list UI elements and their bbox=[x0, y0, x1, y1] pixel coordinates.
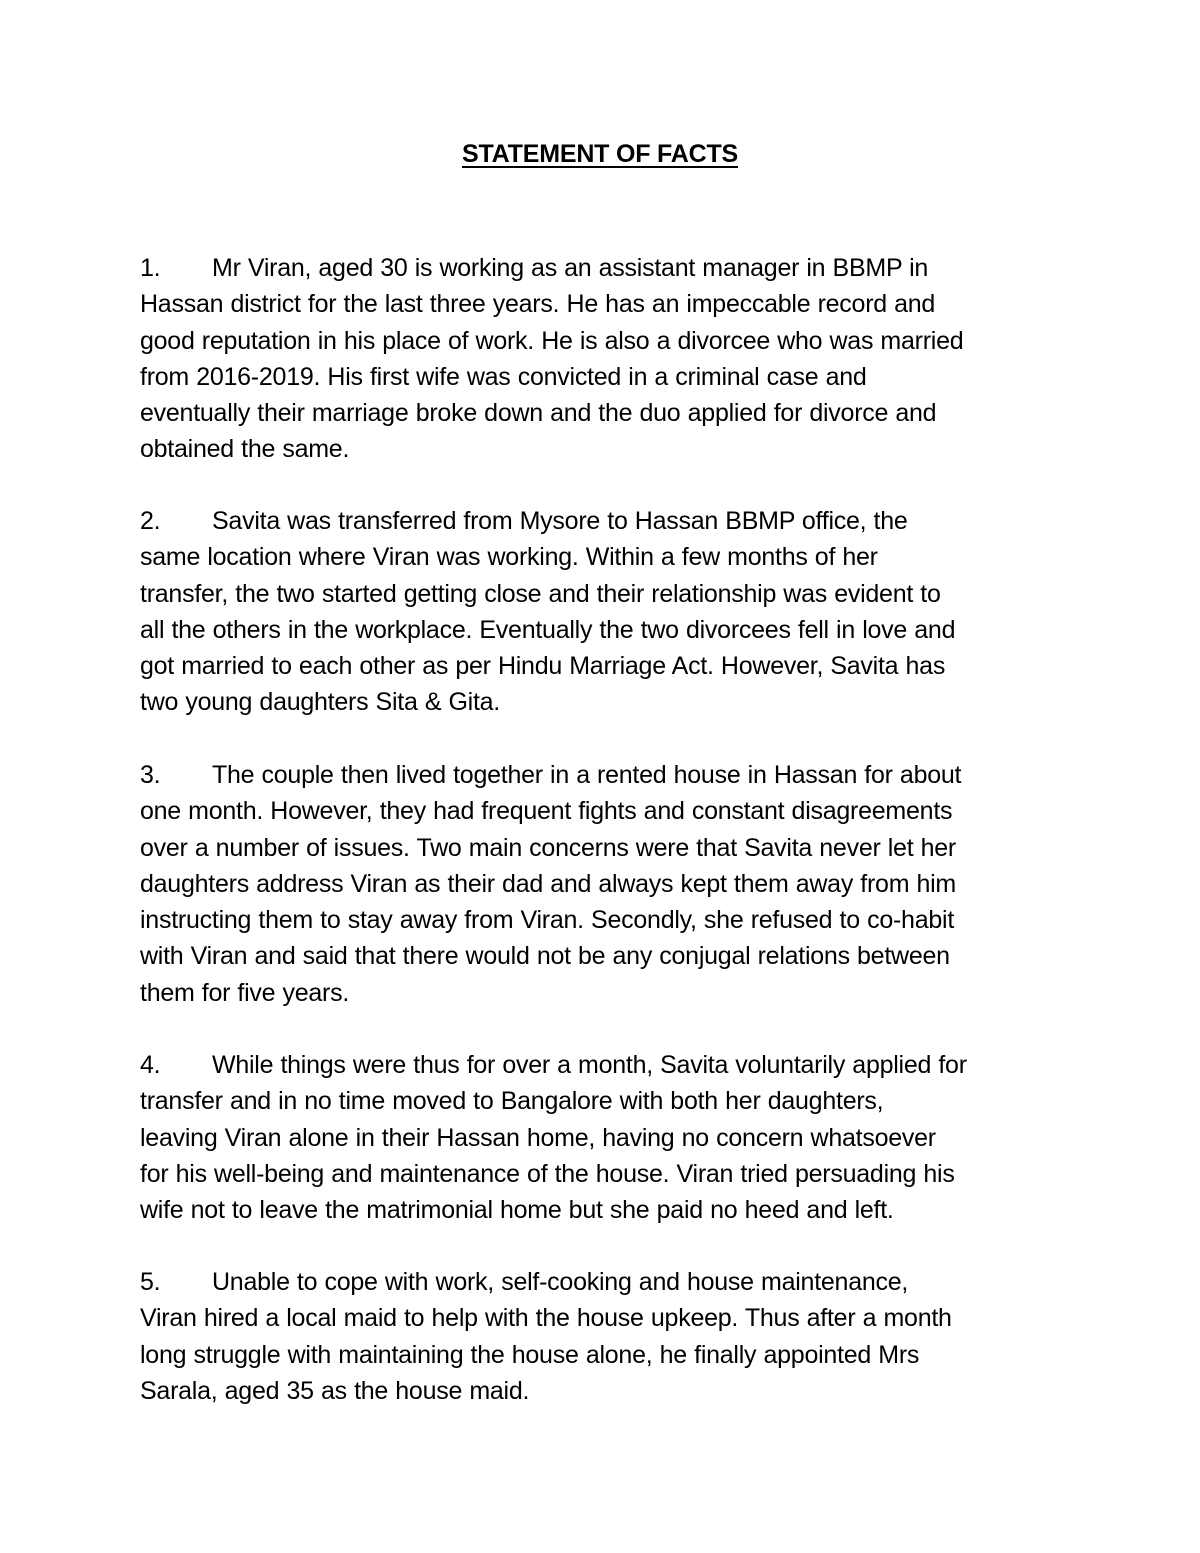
paragraph-line: transfer, the two started getting close and their relationship was evident to bbox=[140, 579, 941, 608]
paragraph-line: wife not to leave the matrimonial home but she paid no heed and left. bbox=[140, 1196, 894, 1225]
paragraph-line: good reputation in his place of work. He is also a divorcee who was married bbox=[140, 326, 964, 355]
paragraph-2 bbox=[140, 503, 1070, 721]
paragraph-3 bbox=[140, 757, 1070, 1011]
paragraph-line: same location where Viran was working. Within a few months of her bbox=[140, 543, 878, 572]
paragraph-line: Sarala, aged 35 as the house maid. bbox=[140, 1376, 530, 1405]
paragraph-line: obtained the same. bbox=[140, 435, 350, 464]
paragraph-line: 5. Unable to cope with work, self-cooking and house maintenance, bbox=[140, 1264, 1070, 1300]
paragraph-line: got married to each other as per Hindu Marriage Act. However, Savita has bbox=[140, 652, 946, 681]
paragraph-line: long struggle with maintaining the house alone, he finally appointed Mrs bbox=[140, 1340, 920, 1369]
paragraph-line: them for five years. bbox=[140, 978, 350, 1007]
paragraph-line: Viran hired a local maid to help with the house upkeep. Thus after a month bbox=[140, 1304, 952, 1333]
paragraph-line: daughters address Viran as their dad and always kept them away from him bbox=[140, 869, 956, 898]
paragraph-number: 4. bbox=[140, 1051, 161, 1079]
paragraph-line: instructing them to stay away from Viran. Secondly, she refused to co-habit bbox=[140, 906, 955, 935]
paragraph-line: two young daughters Sita & Gita. bbox=[140, 688, 500, 717]
paragraph-number: 2. bbox=[140, 507, 161, 535]
paragraph-line: from 2016-2019. His first wife was convicted in a criminal case and bbox=[140, 362, 867, 391]
paragraph-line: eventually their marriage broke down and the duo applied for divorce and bbox=[140, 399, 937, 428]
paragraph-line: transfer and in no time moved to Bangalore with both her daughters, bbox=[140, 1087, 884, 1116]
paragraph-line: 3. The couple then lived together in a rented house in Hassan for about bbox=[140, 757, 1070, 793]
paragraph-line: with Viran and said that there would not be any conjugal relations between bbox=[140, 942, 950, 971]
paragraph-number: 3. bbox=[140, 761, 161, 789]
paragraph-line: Hassan district for the last three years. He has an impeccable record and bbox=[140, 290, 936, 319]
paragraph-line: 2. Savita was transferred from Mysore to Hassan BBMP office, the bbox=[140, 503, 1070, 539]
paragraph-line: leaving Viran alone in their Hassan home, having no concern whatsoever bbox=[140, 1123, 936, 1152]
paragraph-line: all the others in the workplace. Eventually the two divorcees fell in love and bbox=[140, 615, 956, 644]
paragraph-line: over a number of issues. Two main concerns were that Savita never let her bbox=[140, 833, 956, 862]
paragraph-line: 4. While things were thus for over a month, Savita voluntarily applied for bbox=[140, 1047, 1070, 1083]
paragraph-1 bbox=[140, 250, 1070, 468]
paragraph-line: 1. Mr Viran, aged 30 is working as an assistant manager in BBMP in bbox=[140, 250, 1070, 286]
paragraph-number: 1. bbox=[140, 254, 161, 282]
paragraph-line: one month. However, they had frequent fights and constant disagreements bbox=[140, 797, 953, 826]
paragraph-line: for his well-being and maintenance of the house. Viran tried persuading his bbox=[140, 1159, 955, 1188]
document-title: STATEMENT OF FACTS bbox=[461, 140, 738, 168]
paragraph-4 bbox=[140, 1047, 1070, 1228]
paragraph-number: 5. bbox=[140, 1268, 161, 1296]
paragraph-5 bbox=[140, 1264, 1070, 1409]
